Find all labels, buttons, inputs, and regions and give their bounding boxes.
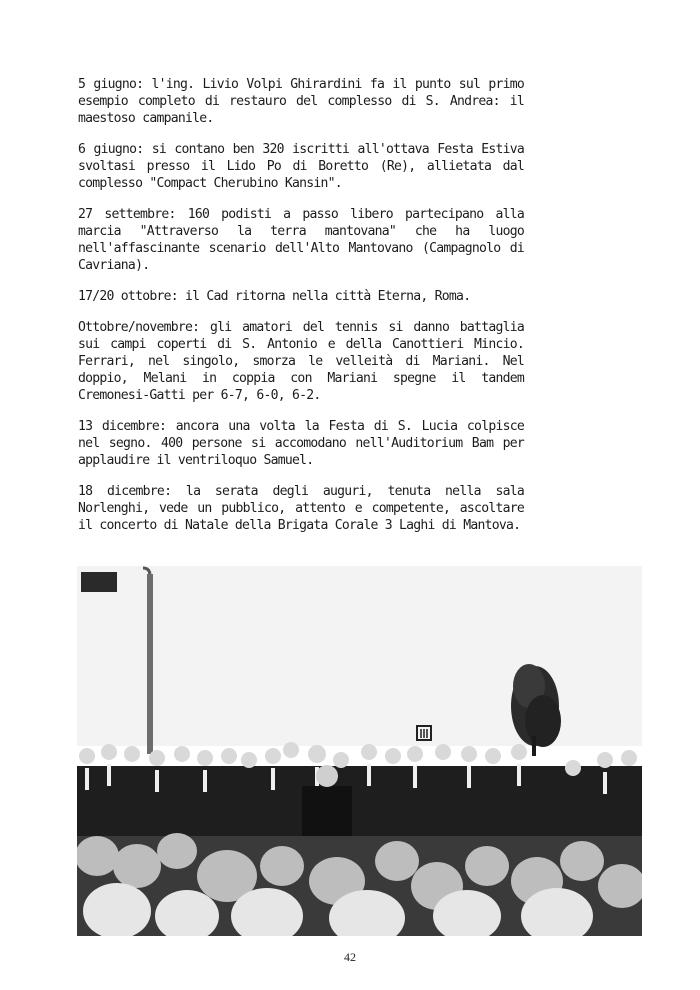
wall-sign bbox=[81, 572, 117, 592]
lamp-pole bbox=[147, 574, 153, 754]
paragraph-6-giugno: 6 giugno: si contano ben 320 iscritti all'ottava Festa Estiva svoltasi presso il Lido Po di Boretto (Re), allietata dal complesso "Compact Cherubino Kansin". bbox=[78, 142, 524, 191]
page-number: 42 bbox=[344, 950, 356, 964]
audience bbox=[77, 833, 642, 936]
paragraph-17-20-ottobre: 17/20 ottobre: il Cad ritorna nella città Eterna, Roma. bbox=[78, 289, 471, 304]
article-text bbox=[78, 76, 524, 548]
paragraph-18-dicembre: 18 dicembre: la serata degli auguri, tenuta nella sala Norlenghi, vede un pubblico, attento e competente, ascoltare il concerto di Natale della Brigata Corale 3 Laghi di Mantova. bbox=[78, 484, 524, 533]
paragraph-27-settembre: 27 settembre: 160 podisti a passo libero partecipano alla marcia "Attraverso la terra mantovana" che ha luogo nell'affascinante scenario dell'Alto Mantovano (Campagnolo di Cavriana). bbox=[78, 207, 524, 273]
choir-concert-photo bbox=[77, 566, 642, 936]
paragraph-5-giugno: 5 giugno: l'ing. Livio Volpi Ghirardini fa il punto sul primo esempio completo di restauro del complesso di S. Andrea: il maestoso campanile. bbox=[78, 77, 524, 126]
paragraph-ottobre-novembre: Ottobre/novembre: gli amatori del tennis si danno battaglia sui campi coperti di S. Antonio e della Canottieri Mincio. Ferrari, nel singolo, smorza le velleità di Mariani. Nel doppio, Melani in coppia con Mariani spegne il tandem Cremonesi-Gatti per 6-7, 6-0, 6-2. bbox=[78, 320, 524, 403]
choir-photo-drawing bbox=[77, 566, 642, 936]
paragraph-13-dicembre: 13 dicembre: ancora una volta la Festa di S. Lucia colpisce nel segno. 400 persone si accomodano nell'Auditorium Bam per applaudire il ventriloquo Samuel. bbox=[78, 419, 524, 468]
